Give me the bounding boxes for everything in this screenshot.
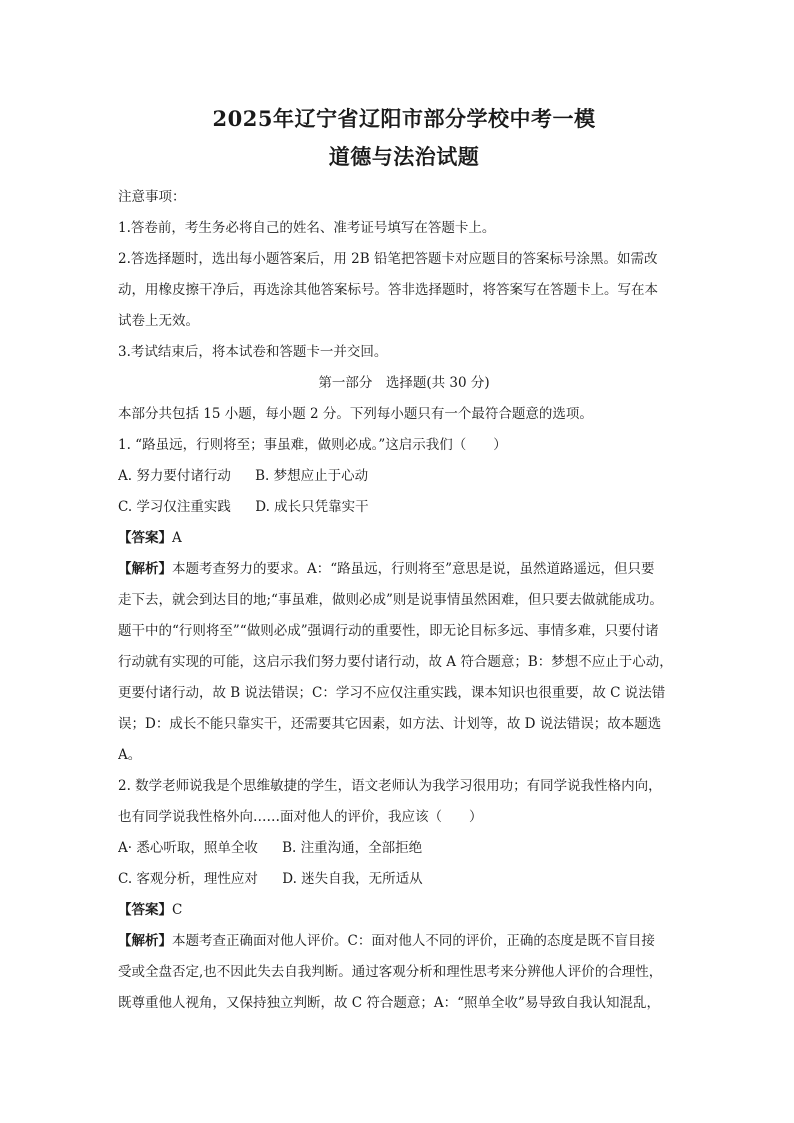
option-a: A. 努力要付诸行动 bbox=[118, 468, 231, 484]
notice-item: 试卷上无效。 bbox=[118, 313, 199, 329]
analysis-line bbox=[118, 554, 690, 585]
notice-item: 动，用橡皮擦干净后，再选涂其他答案标号。答非选择题时，将答案写在答题卡上。写在本 bbox=[118, 282, 658, 298]
analysis-tag: 【解析】 bbox=[118, 561, 172, 577]
options-row bbox=[118, 864, 690, 895]
analysis-line: 行动就有实现的可能，这启示我们努力要付诸行动，故 A 符合题意；B：梦想不应止于心动， bbox=[118, 654, 673, 670]
analysis-text: 本题考查正确面对他人评价。C：面对他人不同的评价，正确的态度是既不盲目接 bbox=[172, 933, 655, 949]
question-stem: 1. “路虽远，行则将至；事虽难，做则必成。”这启示我们（ ） bbox=[118, 437, 507, 453]
question-stem: 2. 数学老师说我是个思维敏捷的学生，语文老师认为我学习很用功；有同学说我性格内向， bbox=[118, 778, 662, 794]
section-intro: 本部分共包括 15 小题，每小题 2 分。下列每小题只有一个最符合题意的选项。 bbox=[118, 406, 593, 422]
analysis-text: 本题考查努力的要求。A：“路虽远，行则将至”意思是说，虽然道路遥远，但只要 bbox=[172, 561, 655, 577]
document-title: 2025年辽宁省辽阳市部分学校中考一模 bbox=[212, 106, 596, 131]
option-b: B. 梦想应止于心动 bbox=[255, 468, 369, 484]
option-c: C. 学习仅注重实践 bbox=[118, 499, 231, 515]
answer-value: C bbox=[172, 902, 183, 918]
analysis-line bbox=[118, 926, 690, 957]
analysis-line: 题干中的“行则将至”“做则必成”强调行动的重要性，即无论目标多远、事情多难，只要付诸 bbox=[118, 623, 659, 639]
document-subtitle: 道德与法治试题 bbox=[328, 144, 480, 169]
answer-tag: 【答案】 bbox=[118, 530, 172, 546]
options-row bbox=[118, 492, 690, 523]
analysis-line: 走下去，就会到达目的地;“事虽难，做则必成”则是说事情虽然困难，但只要去做就能成功。 bbox=[118, 592, 663, 608]
analysis-tag: 【解析】 bbox=[118, 933, 172, 949]
option-b: B. 注重沟通，全部拒绝 bbox=[282, 840, 423, 856]
option-d: D. 成长只凭靠实干 bbox=[255, 499, 369, 515]
notice-section bbox=[118, 182, 690, 368]
analysis-line: A。 bbox=[118, 747, 142, 763]
notice-item: 1.答卷前，考生务必将自己的姓名、准考证号填写在答题卡上。 bbox=[118, 220, 496, 236]
notice-heading: 注意事项： bbox=[118, 189, 186, 205]
option-c: C. 客观分析，理性应对 bbox=[118, 871, 258, 887]
analysis-line: 更要付诸行动，故 B 说法错误；C：学习不应仅注重实践，课本知识也很重要，故 C 说法错 bbox=[118, 685, 666, 701]
notice-item: 3.考试结束后，将本试卷和答题卡一并交回。 bbox=[118, 344, 388, 360]
notice-item: 2.答选择题时，选出每小题答案后，用 2B 铅笔把答题卡对应题目的答案标号涂黑。如需改 bbox=[118, 251, 658, 267]
options-row bbox=[118, 833, 690, 864]
analysis-line: 受或全盘否定,也不因此失去自我判断。通过客观分析和理性思考来分辨他人评价的合理性， bbox=[118, 964, 663, 980]
question-2 bbox=[118, 771, 690, 1019]
options-row bbox=[118, 461, 690, 492]
section-title: 第一部分 选择题(共 30 分) bbox=[318, 375, 490, 391]
answer-line bbox=[118, 523, 690, 554]
option-d: D. 迷失自我，无所适从 bbox=[282, 871, 423, 887]
answer-line bbox=[118, 895, 690, 926]
question-stem: 也有同学说我性格外向……面对他人的评价，我应该（ ） bbox=[118, 809, 483, 825]
question-1 bbox=[118, 430, 690, 771]
option-a: A· 悉心听取，照单全收 bbox=[118, 840, 258, 856]
analysis-line: 误；D：成长不能只靠实干，还需要其它因素，如方法、计划等，故 D 说法错误；故本题选 bbox=[118, 716, 662, 732]
answer-tag: 【答案】 bbox=[118, 902, 172, 918]
analysis-line: 既尊重他人视角，又保持独立判断，故 C 符合题意；A：“照单全收”易导致自我认知混乱， bbox=[118, 995, 660, 1011]
document-page bbox=[118, 100, 690, 1019]
answer-value: A bbox=[172, 530, 182, 546]
